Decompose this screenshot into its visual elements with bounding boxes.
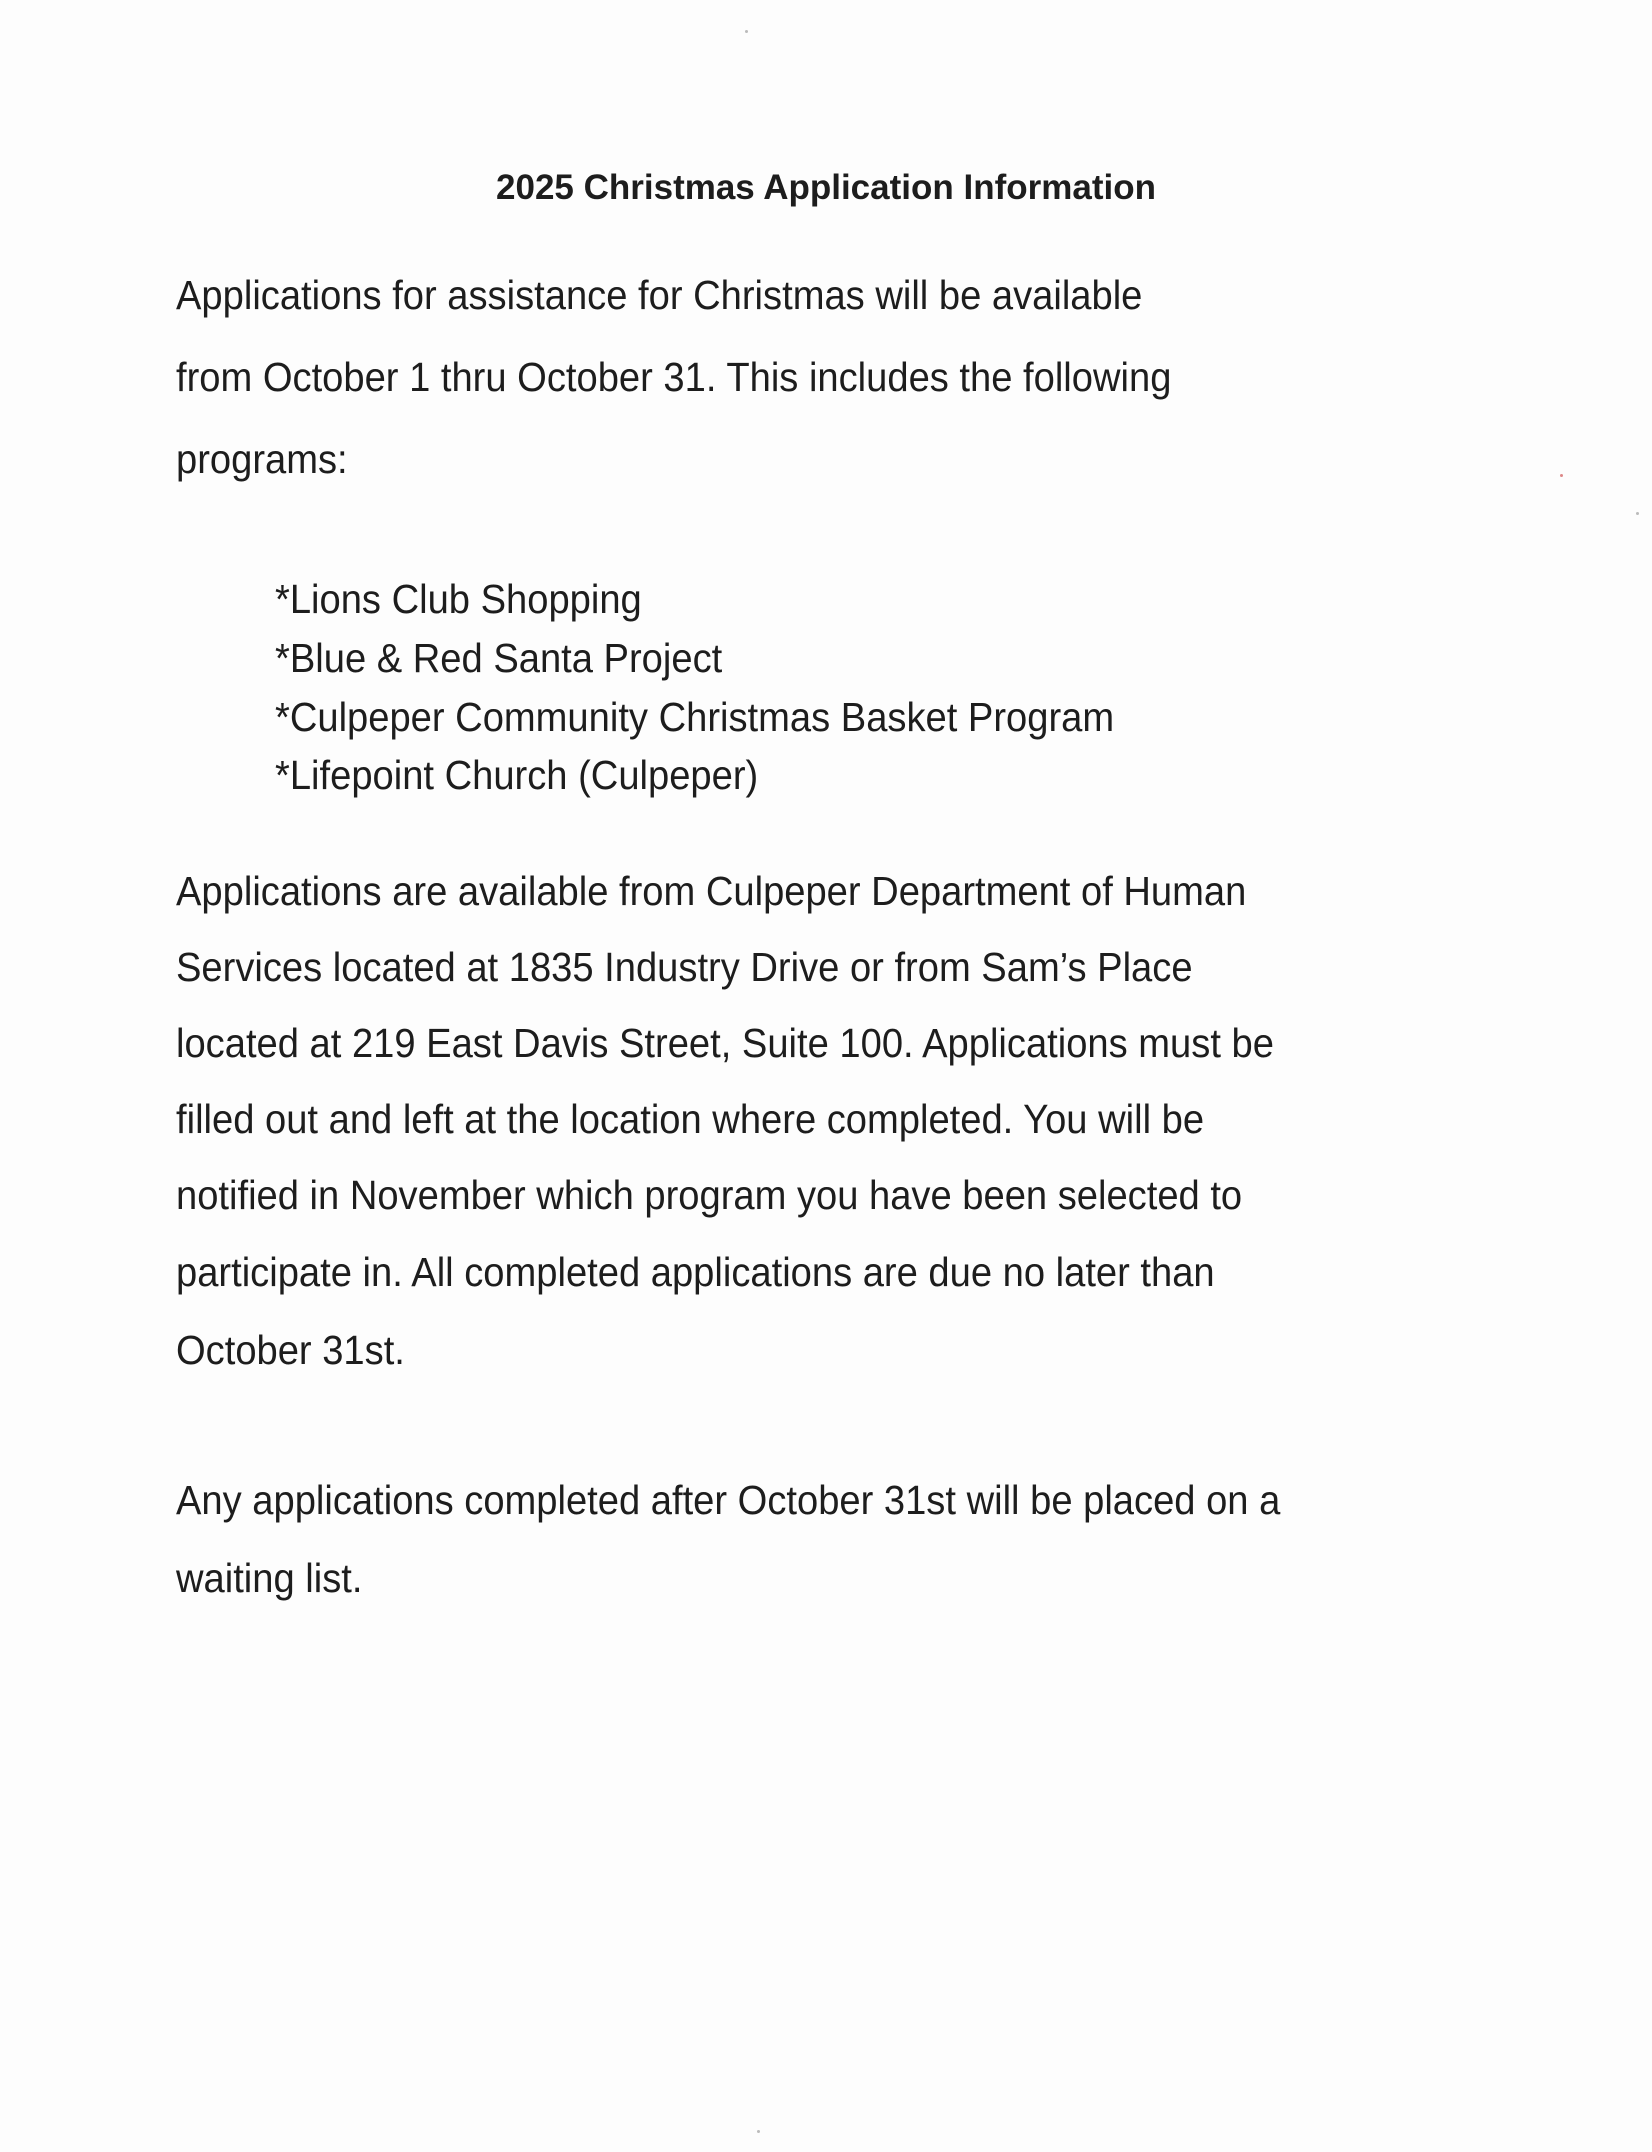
details-line: located at 219 East Davis Street, Suite 100. Applications must be [176,1020,1274,1066]
program-item: *Lions Club Shopping [275,576,642,622]
details-line: participate in. All completed applications are due no later than [176,1249,1215,1295]
scan-speck [745,30,748,33]
program-item: *Lifepoint Church (Culpeper) [275,752,759,798]
scan-speck [1560,474,1563,477]
page-title: 2025 Christmas Application Information [496,168,1156,207]
intro-line: from October 1 thru October 31. This includes the following [176,354,1172,400]
details-line: filled out and left at the location where completed. You will be [176,1096,1205,1142]
scan-speck [1636,512,1639,515]
details-line: Applications are available from Culpeper Department of Human [176,868,1247,914]
details-line: October 31st. [176,1327,405,1373]
late-notice-line: waiting list. [176,1555,363,1601]
details-line: Services located at 1835 Industry Drive or from Sam’s Place [176,944,1193,990]
program-item: *Blue & Red Santa Project [275,635,723,681]
intro-line: Applications for assistance for Christmas will be available [176,272,1143,318]
program-item: *Culpeper Community Christmas Basket Program [275,694,1115,740]
details-line: notified in November which program you have been selected to [176,1172,1243,1218]
intro-line: programs: [176,436,348,482]
late-notice-line: Any applications completed after October 31st will be placed on a [176,1477,1281,1523]
scan-speck [757,2130,760,2133]
